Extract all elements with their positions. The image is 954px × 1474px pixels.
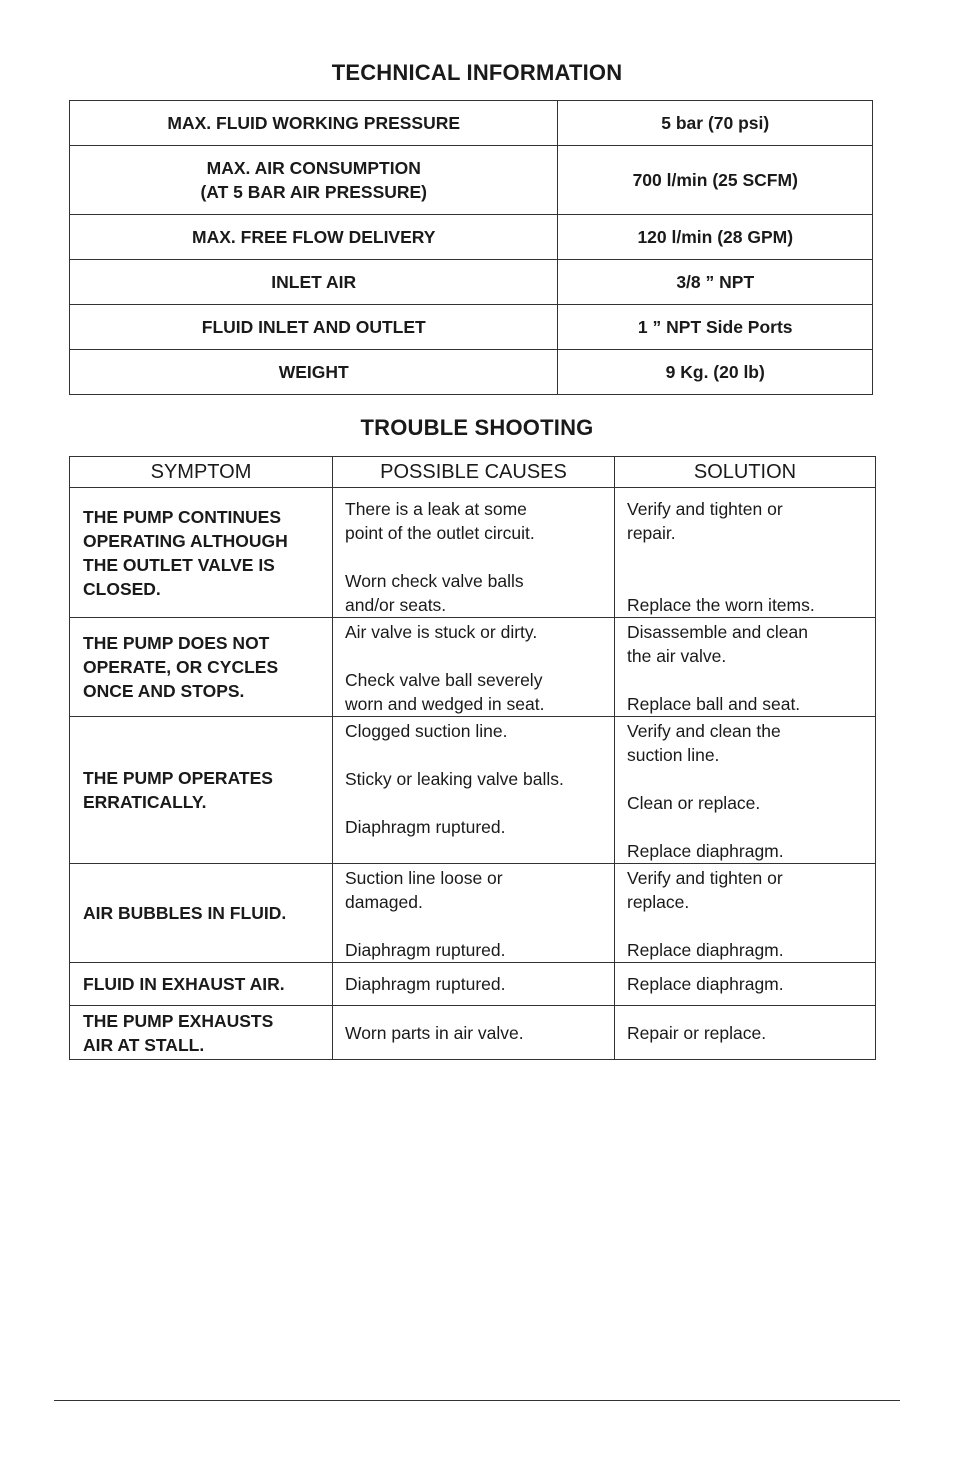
possible-causes-cell [333, 1006, 615, 1060]
cell-text-line: There is a leak at some [345, 499, 527, 519]
spec-label: FLUID INLET AND OUTLET [70, 305, 558, 350]
cell-text-line [345, 914, 602, 938]
spec-value: 5 bar (70 psi) [558, 101, 873, 146]
symptom-cell [70, 963, 333, 1006]
spec-label-line: MAX. AIR CONSUMPTION [206, 158, 421, 178]
solution-cell [615, 488, 876, 618]
cell-text-line: Repair or replace. [627, 1022, 767, 1043]
cell-text-line: the air valve. [627, 646, 727, 666]
cell-text-line: Replace ball and seat. [627, 694, 801, 714]
table-row [70, 305, 873, 350]
solution-cell [615, 864, 876, 963]
cell-text-line: Replace diaphragm. [627, 940, 784, 960]
cell-text-line: Worn check valve balls [345, 571, 524, 591]
table-row [70, 618, 876, 717]
cell-text-line: repair. [627, 523, 676, 543]
cell-text-line: AIR BUBBLES IN FLUID. [83, 903, 287, 923]
column-header-causes: POSSIBLE CAUSES [333, 457, 615, 488]
cell-text-line [627, 914, 863, 938]
possible-causes-cell [333, 488, 615, 618]
cell-text-line: Clean or replace. [627, 793, 761, 813]
cell-text-line: THE OUTLET VALVE IS [83, 554, 275, 575]
cell-text-line: Replace diaphragm. [627, 841, 784, 861]
table-row [70, 215, 873, 260]
cell-text-line [627, 668, 863, 692]
cell-text-line: Air valve is stuck or dirty. [345, 622, 538, 642]
cell-text-line: Worn parts in air valve. [345, 1022, 524, 1043]
cell-text-line [345, 791, 602, 815]
symptom-cell [70, 864, 333, 963]
cell-text-line: replace. [627, 892, 690, 912]
cell-text-line: and/or seats. [345, 595, 447, 615]
cell-text-line: Verify and clean the [627, 721, 781, 741]
cell-text-line: FLUID IN EXHAUST AIR. [83, 974, 285, 994]
cell-text-line: Replace the worn items. [627, 595, 815, 615]
footer-rule [54, 1400, 900, 1401]
spec-label-line: (AT 5 BAR AIR PRESSURE) [200, 182, 428, 202]
table-header-row [70, 457, 876, 488]
trouble-shooting-table [69, 456, 876, 1060]
spec-value: 1 ” NPT Side Ports [558, 305, 873, 350]
cell-text-line [627, 545, 863, 569]
cell-text-line: Diaphragm ruptured. [345, 974, 506, 994]
cell-text-line: ERRATICALLY. [83, 792, 207, 812]
cell-text-line: CLOSED. [83, 578, 161, 599]
table-row [70, 864, 876, 963]
cell-text-line: Verify and tighten or [627, 499, 783, 519]
cell-text-line [627, 569, 863, 593]
cell-text-line: AIR AT STALL. [83, 1034, 205, 1055]
cell-text-line: Verify and tighten or [627, 868, 783, 888]
cell-text-line: THE PUMP OPERATES [83, 768, 273, 788]
table-row [70, 350, 873, 395]
table-row [70, 963, 876, 1006]
spec-label: MAX. FREE FLOW DELIVERY [70, 215, 558, 260]
cell-text-line: THE PUMP CONTINUES [83, 506, 282, 527]
technical-information-title: TECHNICAL INFORMATION [331, 60, 623, 85]
cell-text-line: OPERATING ALTHOUGH [83, 530, 288, 551]
possible-causes-cell [333, 717, 615, 864]
solution-cell [615, 618, 876, 717]
column-header-solution: SOLUTION [615, 457, 876, 488]
cell-text-line: THE PUMP EXHAUSTS [83, 1010, 274, 1031]
solution-cell [615, 963, 876, 1006]
spec-value: 9 Kg. (20 lb) [558, 350, 873, 395]
solution-cell [615, 1006, 876, 1060]
spec-value: 3/8 ” NPT [558, 260, 873, 305]
cell-text-line: Replace diaphragm. [627, 974, 784, 994]
trouble-shooting-title: TROUBLE SHOOTING [360, 415, 594, 440]
cell-text-line: Suction line loose or [345, 868, 503, 888]
cell-text-line: Diaphragm ruptured. [345, 817, 506, 837]
symptom-cell [70, 717, 333, 864]
cell-text-line: Check valve ball severely [345, 670, 543, 690]
spec-label: INLET AIR [70, 260, 558, 305]
technical-information-table [69, 100, 873, 395]
symptom-cell [70, 618, 333, 717]
cell-text-line: ONCE AND STOPS. [83, 681, 245, 701]
table-row [70, 717, 876, 864]
cell-text-line [345, 644, 602, 668]
cell-text-line: damaged. [345, 892, 423, 912]
spec-value: 120 l/min (28 GPM) [558, 215, 873, 260]
column-header-symptom: SYMPTOM [70, 457, 333, 488]
cell-text-line [627, 815, 863, 839]
solution-cell [615, 717, 876, 864]
table-row [70, 101, 873, 146]
cell-text-line [345, 743, 602, 767]
cell-text-line: worn and wedged in seat. [345, 694, 545, 714]
cell-text-line [627, 767, 863, 791]
symptom-cell [70, 488, 333, 618]
spec-label: MAX. FLUID WORKING PRESSURE [70, 101, 558, 146]
cell-text-line [345, 839, 602, 863]
table-row [70, 1006, 876, 1060]
table-row [70, 488, 876, 618]
spec-value: 700 l/min (25 SCFM) [558, 146, 873, 215]
table-row [70, 146, 873, 215]
spec-label [70, 146, 558, 215]
cell-text-line: Sticky or leaking valve balls. [345, 769, 564, 789]
possible-causes-cell [333, 963, 615, 1006]
table-row [70, 260, 873, 305]
cell-text-line: point of the outlet circuit. [345, 523, 535, 543]
cell-text-line: Disassemble and clean [627, 622, 808, 642]
cell-text-line: suction line. [627, 745, 720, 765]
cell-text-line [345, 545, 602, 569]
cell-text-line: Clogged suction line. [345, 721, 508, 741]
possible-causes-cell [333, 864, 615, 963]
symptom-cell [70, 1006, 333, 1060]
cell-text-line: THE PUMP DOES NOT [83, 633, 270, 653]
trouble-shooting-body [70, 488, 876, 1060]
possible-causes-cell [333, 618, 615, 717]
cell-text-line: OPERATE, OR CYCLES [83, 657, 279, 677]
spec-label: WEIGHT [70, 350, 558, 395]
cell-text-line: Diaphragm ruptured. [345, 940, 506, 960]
